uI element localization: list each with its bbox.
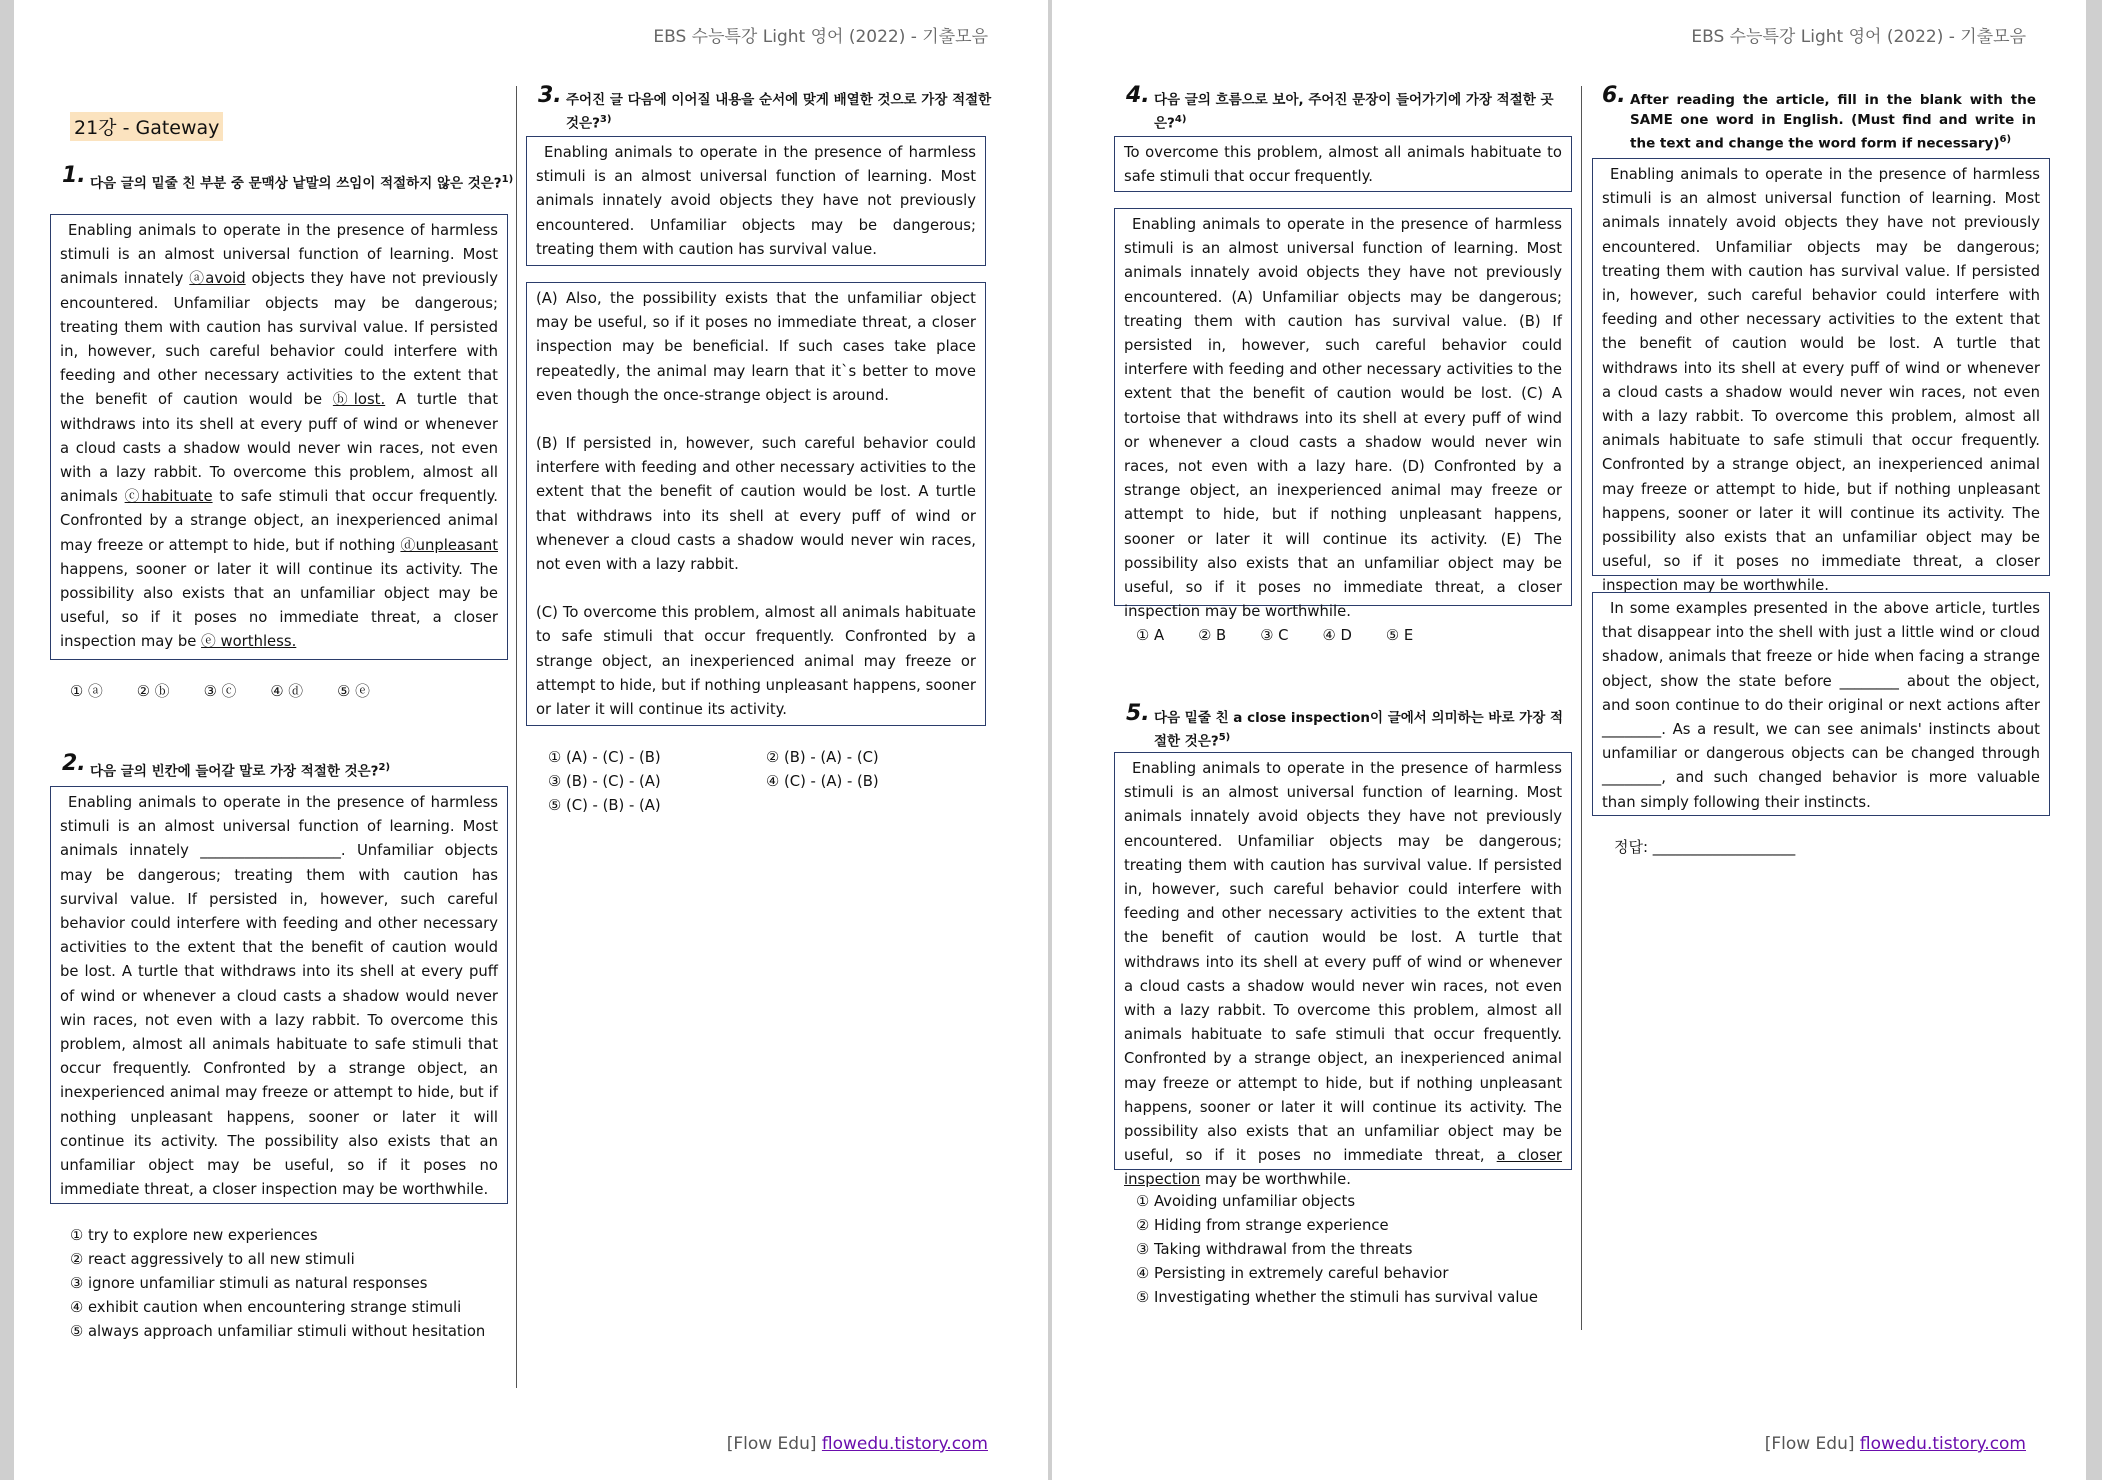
answer-field[interactable]: 정답: ___________________ — [1614, 838, 1796, 856]
question-6-passage: Enabling animals to operate in the presence of harmless stimuli is an almost universal function of learning. Most animals innately avoid objects they have not previously encountered. Unfamiliar objects may be dangerous; treating them with caution has survival value. If persisted in, however, such careful behavior could interfere with feeding and other necessary activities to the extent that the benefit of caution would be lost. A turtle that withdraws into its shell at every puff of wind or whenever a cloud casts a shadow would never win races, not even with a lazy rabbit. To overcome this problem, almost all animals habituate to safe stimuli that occur frequently. Confronted by a strange object, an inexperienced animal may freeze or attempt to hide, but if nothing unpleasant happens, sooner or later it will continue its activity. The possibility also exists that an unfamiliar object may be useful, so if it poses no immediate threat, a closer inspection may be worthwhile. — [1592, 158, 2050, 576]
question-4-passage: Enabling animals to operate in the presence of harmless stimuli is an almost universal function of learning. Most animals innately avoid objects they have not previously encountered. (A) Unfamiliar objects may be dangerous; treating them with caution has survival value. (B) If persisted in, however, such careful behavior could interfere with feeding and other necessary activities to the extent that the benefit of caution would be lost. (C) A tortoise that withdraws into its shell at every puff of wind or whenever a cloud casts a shadow would never win races, not even with a lazy hare. (D) Confronted by a strange object, an inexperienced animal may freeze or attempt to hide, but if nothing unpleasant happens, sooner or later it will continue its activity. (E) The possibility also exists that an unfamiliar object may be useful, so if it poses no immediate threat, a closer inspection may be worthwhile. — [1114, 208, 1572, 606]
choice[interactable]: ⑤ always approach unfamiliar stimuli without hesitation — [70, 1323, 486, 1340]
question-3-title: 3. 주어진 글 다음에 이어질 내용을 순서에 맞게 배열한 것으로 가장 적절한 것은?$^{3)}$ — [538, 83, 992, 132]
underlined-option-a[interactable]: ⓐavoid — [189, 270, 246, 288]
page-footer: [Flow Edu] flowedu.tistory.com — [726, 1434, 988, 1454]
question-number: 3. — [538, 83, 562, 108]
question-3-given-text: Enabling animals to operate in the presence of harmless stimuli is an almost universal function of learning. Most animals innately avoid objects they have not previously encountered. Unfamiliar objects may be dangerous; treating them with caution has survival value. — [526, 136, 986, 266]
page-header: EBS 수능특강 Light 영어 (2022) - 기출모음 — [653, 27, 988, 47]
question-2-passage: Enabling animals to operate in the presence of harmless stimuli is an almost universal function of learning. Most animals innately ___________________. Unfamiliar objects may be dangerous; treating them with caution has survival value. If persisted in, however, such careful behavior could interfere with feeding and other necessary activities to the extent that the benefit of caution would be lost. A turtle that withdraws into its shell at every puff of wind or whenever a cloud casts a shadow would never win races, not even with a lazy rabbit. To overcome this problem, almost all animals habituate to safe stimuli that occur frequently. Confronted by a strange object, an inexperienced animal may freeze or attempt to hide, but if nothing unpleasant happens, sooner or later it will continue its activity. The possibility also exists that an unfamiliar object may be useful, so if it poses no immediate threat, a closer inspection may be worthwhile. — [50, 786, 508, 1204]
question-5-choices — [1136, 1190, 1538, 1310]
underlined-option-c[interactable]: ⓒhabituate — [124, 488, 213, 506]
underlined-option-b[interactable]: ⓑlost. — [332, 391, 386, 409]
question-5-passage: Enabling animals to operate in the presence of harmless stimuli is an almost universal function of learning. Most animals innately avoid objects they have not previously encountered. Unfamiliar objects may be dangerous; treating them with caution has survival value. If persisted in, however, such careful behavior could interfere with feeding and other necessary activities to the extent that the benefit of caution would be lost. A turtle that withdraws into its shell at every puff of wind or whenever a cloud casts a shadow would never win races, not even with a lazy rabbit. To overcome this problem, almost all animals habituate to safe stimuli that occur frequently. Confronted by a strange object, an inexperienced animal may freeze or attempt to hide, but if nothing unpleasant happens, sooner or later it will continue its activity. The possibility also exists that an unfamiliar object may be useful, so if it poses no immediate threat, a closer inspection may be worthwhile. — [1114, 752, 1572, 1170]
choice[interactable]: ③ ⓒ — [203, 683, 237, 700]
underlined-phrase: a closer inspection — [1124, 1147, 1563, 1189]
part-b: (B) If persisted in, however, such careful behavior could interfere with feeding and other necessary activities to the extent that the benefit of caution would be lost. A turtle that withdraws into its shell at every puff of wind or whenever a cloud casts a shadow would never win races, not even with a lazy rabbit. — [536, 435, 976, 574]
question-1-title: 1. 다음 글의 밑줄 친 부분 중 문맥상 낱말의 쓰임이 적절하지 않은 것은?$^{1)}$ — [62, 163, 514, 192]
choice[interactable]: ④ ⓓ — [270, 683, 304, 700]
choice[interactable]: ⑤ Investigating whether the stimuli has survival value — [1136, 1289, 1538, 1306]
underlined-option-e[interactable]: ⓔ worthless. — [201, 633, 297, 651]
question-6-summary: In some examples presented in the above article, turtles that disappear into the shell with just a little wind or cloud shadow, animals that freeze or hide when facing a strange object, show the state before ________ about the object, and soon continue to do their original or next actions after ________. As a result, we can see animals' instincts about unfamiliar or dangerous objects can be changed through ________, and such changed behavior is more valuable than simply following their instincts. — [1592, 592, 2050, 816]
choice[interactable]: ② (B) - (A) - (C) — [766, 749, 879, 766]
choice[interactable]: ④ D — [1322, 627, 1352, 644]
choice[interactable]: ① Avoiding unfamiliar objects — [1136, 1193, 1356, 1210]
choice[interactable]: ② B — [1198, 627, 1227, 644]
question-2-choices — [70, 1224, 485, 1344]
choice[interactable]: ④ (C) - (A) - (B) — [766, 773, 879, 790]
footer-link[interactable]: flowedu.tistory.com — [821, 1434, 988, 1454]
choice[interactable]: ③ (B) - (C) - (A) — [548, 773, 661, 790]
answer-blank[interactable]: ___________________ — [200, 842, 341, 860]
underlined-option-d[interactable]: ⓓunpleasant — [400, 536, 498, 554]
choice[interactable]: ⑤ E — [1385, 627, 1414, 644]
choice[interactable]: ① A — [1136, 627, 1165, 644]
choice[interactable]: ③ ignore unfamiliar stimuli as natural responses — [70, 1275, 428, 1292]
choice[interactable]: ② ⓑ — [136, 683, 170, 700]
choice[interactable]: ③ C — [1260, 627, 1289, 644]
choice[interactable]: ⑤ (C) - (B) - (A) — [548, 797, 661, 814]
column-divider — [516, 86, 517, 1388]
question-number: 2. — [62, 751, 86, 776]
choice[interactable]: ② react aggressively to all new stimuli — [70, 1251, 355, 1268]
question-4-title: 4. 다음 글의 흐름으로 보아, 주어진 문장이 들어가기에 가장 적절한 곳은?$^{4)}$ — [1126, 83, 1554, 132]
choice[interactable]: ① try to explore new experiences — [70, 1227, 318, 1244]
question-3-parts — [526, 282, 986, 726]
choice[interactable]: ④ Persisting in extremely careful behavior — [1136, 1265, 1449, 1282]
section-title: 21강 - Gateway — [70, 112, 223, 141]
footer-link[interactable]: flowedu.tistory.com — [1859, 1434, 2026, 1454]
part-a: (A) Also, the possibility exists that the unfamiliar object may be useful, so if it poses no immediate threat, a closer inspection may be beneficial. If such cases take place repeatedly, the animal may learn that it`s better to move even though the once-strange object is around. — [536, 290, 976, 404]
question-3-choices — [548, 746, 906, 818]
page-right — [1052, 0, 2086, 1480]
choice[interactable]: ⑤ ⓔ — [337, 683, 370, 700]
part-c: (C) To overcome this problem, almost all animals habituate to safe stimuli that occur frequently. Confronted by a strange object, an inexperienced animal may freeze or attempt to hide, but if nothing unpleasant happens, sooner or later it will continue its activity. — [536, 604, 976, 719]
question-4-choices — [1136, 624, 1447, 648]
page-header: EBS 수능특강 Light 영어 (2022) - 기출모음 — [1691, 27, 2026, 47]
question-number: 6. — [1602, 83, 1626, 108]
question-1-choices — [70, 680, 404, 704]
choice[interactable]: ① (A) - (C) - (B) — [548, 749, 661, 766]
question-2-title: 2. 다음 글의 빈칸에 들어갈 말로 가장 적절한 것은?$^{2)}$ — [62, 751, 391, 780]
question-number: 5. — [1126, 701, 1150, 726]
question-number: 1. — [62, 163, 86, 188]
choice[interactable]: ③ Taking withdrawal from the threats — [1136, 1241, 1413, 1258]
question-1-passage: Enabling animals to operate in the presence of harmless stimuli is an almost universal function of learning. Most animals innately ⓐavoid objects they have not previously encountered. Unfamiliar objects may be dangerous; treating them with caution has survival value. If persisted in, however, such careful behavior could interfere with feeding and other necessary activities to the extent that the benefit of caution would be ⓑlost. A turtle that withdraws into its shell at every puff of wind or whenever a cloud casts a shadow would never win races, not even with a lazy rabbit. To overcome this problem, almost all animals ⓒhabituate to safe stimuli that occur frequently. Confronted by a strange object, an inexperienced animal may freeze or attempt to hide, but if nothing ⓓunpleasant happens, sooner or later it will continue its activity. The possibility also exists that an unfamiliar object may be useful, so if it poses no immediate threat, a closer inspection may be ⓔ worthless. — [50, 214, 508, 660]
choice[interactable]: ② Hiding from strange experience — [1136, 1217, 1389, 1234]
choice[interactable]: ④ exhibit caution when encountering strange stimuli — [70, 1299, 462, 1316]
page-footer: [Flow Edu] flowedu.tistory.com — [1764, 1434, 2026, 1454]
column-divider — [1581, 86, 1582, 1330]
choice[interactable]: ① ⓐ — [70, 683, 103, 700]
page-left — [14, 0, 1048, 1480]
question-4-given-sentence: To overcome this problem, almost all animals habituate to safe stimuli that occur frequently. — [1114, 136, 1572, 192]
question-number: 4. — [1126, 83, 1150, 108]
question-5-title: 5. 다음 밑줄 친 a close inspection이 글에서 의미하는 바로 가장 적절한 것은?$^{5)}$ — [1126, 701, 1564, 750]
question-6-title: 6. After reading the article, fill in the blank with the SAME one word in English. (Must find and write in the text and change the word form if necessary)$^{6)}$ — [1602, 83, 2036, 152]
